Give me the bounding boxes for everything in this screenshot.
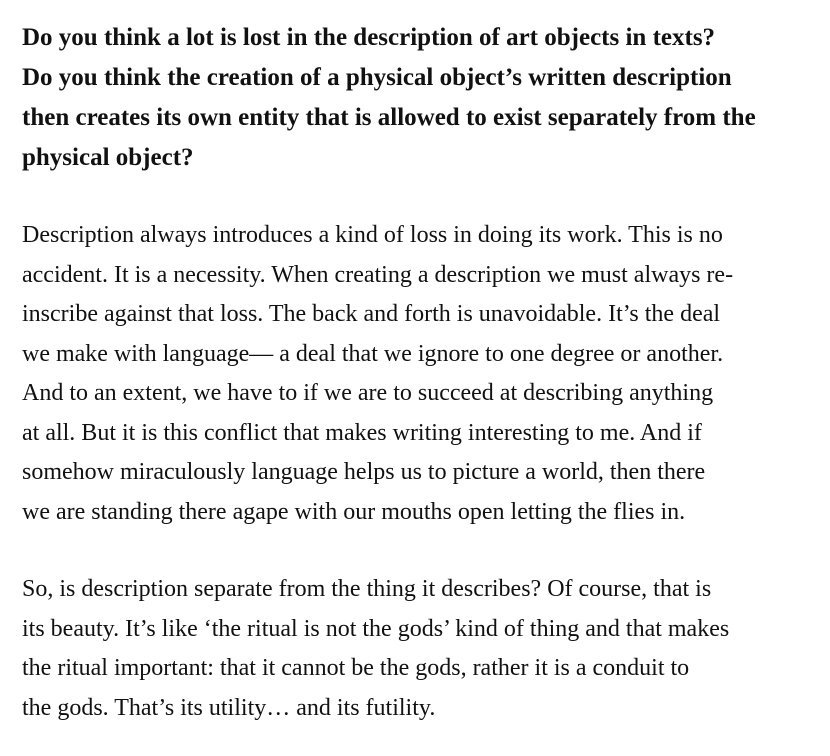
answer-paragraph-1 — [22, 216, 818, 532]
answer-line: inscribe against that loss. The back and forth is unavoidable. It’s the deal — [22, 301, 721, 327]
answer-line: Description always introduces a kind of loss in doing its work. This is no — [22, 222, 723, 248]
answer-paragraph-2 — [22, 570, 818, 728]
answer-line: its beauty. It’s like ‘the ritual is not the gods’ kind of thing and that makes — [22, 615, 730, 642]
answer-line: we are standing there agape with our mouths open letting the flies in. — [22, 498, 686, 525]
document-page — [22, 18, 818, 728]
question-line: then creates its own entity that is allowed to exist separately from the — [22, 104, 756, 131]
answer-line: we make with language— a deal that we ignore to one degree or another. — [22, 340, 724, 367]
interview-question — [22, 18, 818, 178]
paragraph-spacer — [22, 532, 818, 570]
question-line: Do you think the creation of a physical object’s written description — [22, 64, 732, 91]
paragraph-spacer — [22, 178, 818, 216]
answer-line: accident. It is a necessity. When creating a description we must always re- — [22, 261, 734, 288]
answer-line: So, is description separate from the thing it describes? Of course, that is — [22, 576, 712, 602]
question-line: physical object? — [22, 144, 194, 171]
answer-line: the ritual important: that it cannot be the gods, rather it is a conduit to — [22, 655, 690, 681]
answer-line: somehow miraculously language helps us to picture a world, then there — [22, 459, 706, 485]
answer-line: the gods. That’s its utility… and its futility. — [22, 694, 436, 721]
question-line: Do you think a lot is lost in the description of art objects in texts? — [22, 24, 716, 51]
answer-line: at all. But it is this conflict that makes writing interesting to me. And if — [22, 419, 702, 446]
answer-line: And to an extent, we have to if we are to succeed at describing anything — [22, 380, 714, 406]
